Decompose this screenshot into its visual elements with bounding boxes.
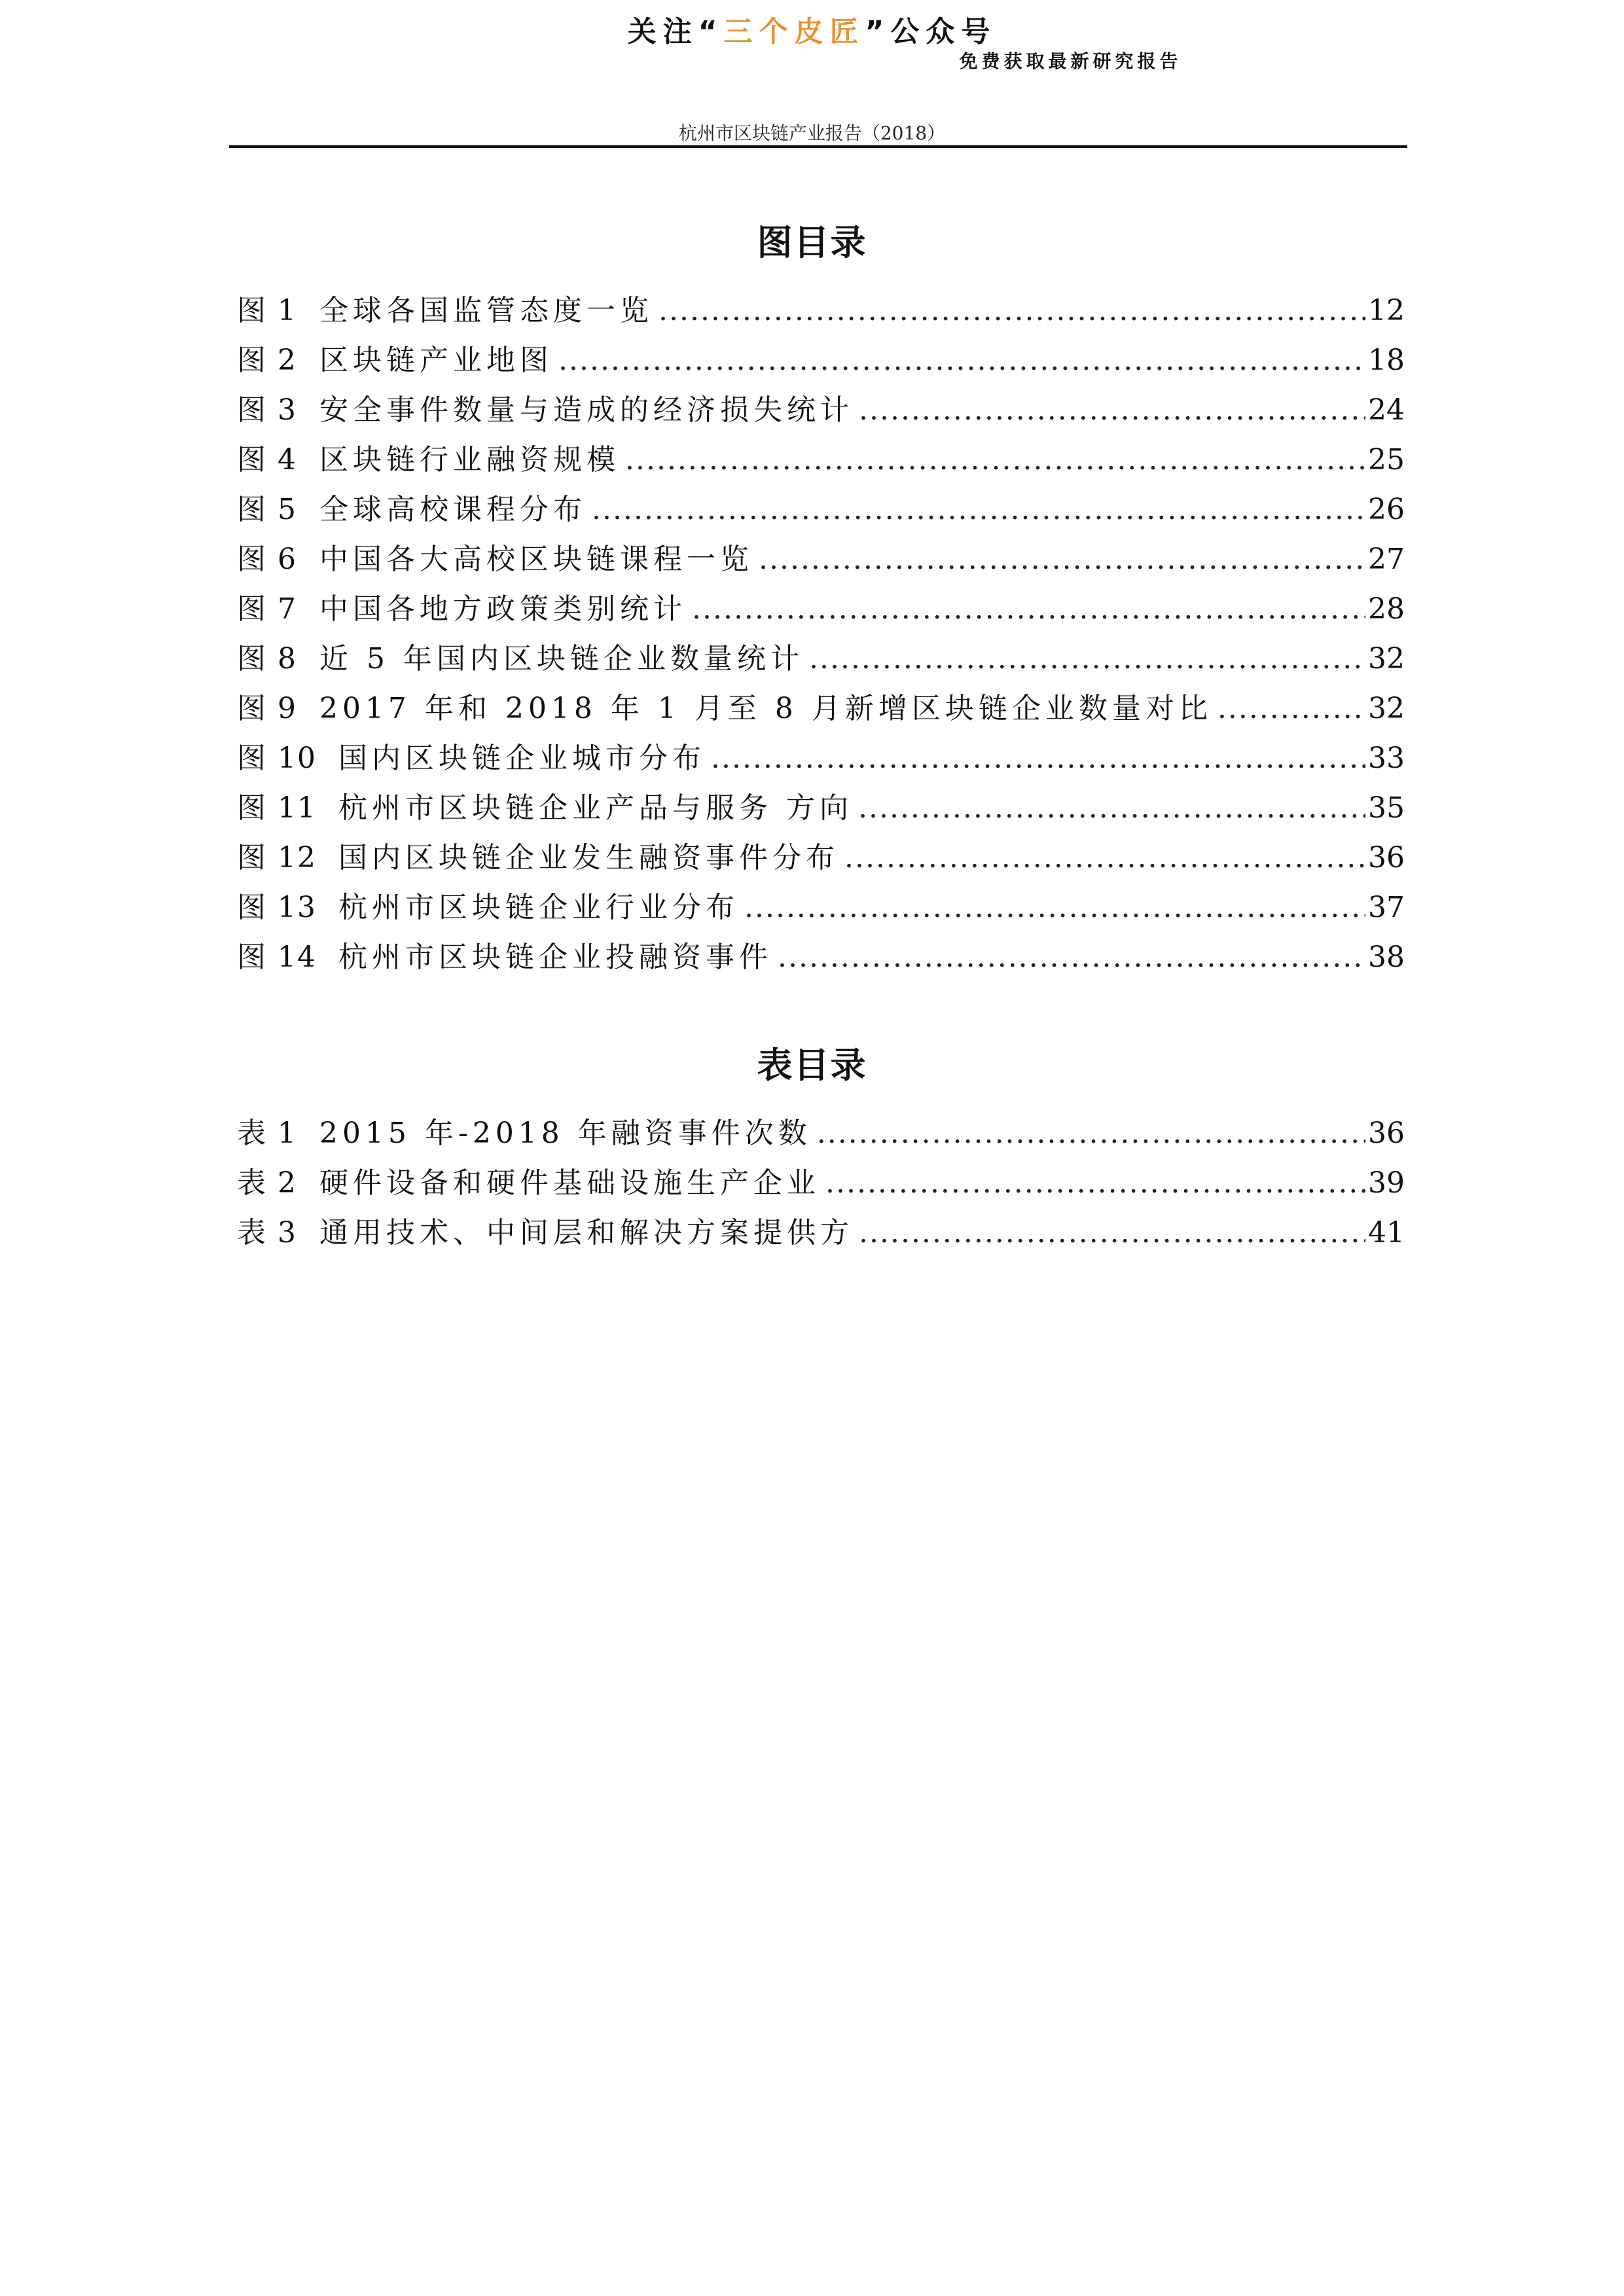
dot-leader bbox=[778, 933, 1365, 982]
figure-entry[interactable] bbox=[237, 833, 1405, 883]
figure-list bbox=[237, 286, 1405, 982]
entry-page: 37 bbox=[1368, 891, 1405, 924]
entry-page: 18 bbox=[1368, 344, 1405, 377]
entry-title: 2017 年和 2018 年 1 月至 8 月新增区块链企业数量对比 bbox=[319, 692, 1212, 725]
entry-title: 通用技术、中间层和解决方案提供方 bbox=[319, 1216, 854, 1249]
entry-page: 32 bbox=[1368, 692, 1405, 725]
entry-number: 表 1 bbox=[237, 1117, 297, 1150]
dot-leader bbox=[809, 634, 1365, 684]
entry-title: 国内区块链企业城市分布 bbox=[338, 742, 706, 775]
figure-list-heading: 图目录 bbox=[757, 222, 867, 263]
entry-page: 33 bbox=[1368, 742, 1405, 775]
figure-entry[interactable] bbox=[237, 734, 1405, 783]
figure-entry[interactable] bbox=[237, 883, 1405, 933]
dot-leader bbox=[858, 783, 1365, 833]
entry-number: 图 12 bbox=[237, 841, 317, 874]
entry-number: 图 3 bbox=[237, 393, 297, 427]
entry-page: 39 bbox=[1368, 1166, 1405, 1200]
dot-leader bbox=[744, 883, 1365, 933]
figure-entry[interactable] bbox=[237, 386, 1405, 435]
entry-number: 图 2 bbox=[237, 344, 297, 377]
entry-page: 24 bbox=[1368, 393, 1405, 427]
entry-page: 35 bbox=[1368, 791, 1405, 825]
entry-page: 36 bbox=[1368, 841, 1405, 874]
entry-number: 图 6 bbox=[237, 543, 297, 576]
table-list-heading: 表目录 bbox=[757, 1045, 867, 1086]
entry-title: 全球各国监管态度一览 bbox=[319, 294, 653, 327]
header-rule bbox=[229, 145, 1407, 148]
dot-leader bbox=[1218, 684, 1365, 734]
entry-number: 图 11 bbox=[237, 791, 317, 825]
dot-leader bbox=[711, 734, 1365, 783]
entry-title: 杭州市区块链企业产品与服务 方向 bbox=[338, 791, 853, 825]
dot-leader bbox=[625, 435, 1365, 485]
entry-number: 图 7 bbox=[237, 592, 297, 626]
running-header: 杭州市区块链产业报告（2018） bbox=[678, 122, 946, 144]
entry-title: 杭州市区块链企业投融资事件 bbox=[338, 941, 772, 974]
figure-entry[interactable] bbox=[237, 485, 1405, 535]
promo-account-name: 三个皮匠 bbox=[723, 15, 865, 48]
entry-number: 图 5 bbox=[237, 493, 297, 526]
table-entry[interactable] bbox=[237, 1109, 1405, 1158]
entry-number: 表 2 bbox=[237, 1166, 297, 1200]
promo-suffix: ”公众号 bbox=[865, 15, 997, 48]
dot-leader bbox=[659, 286, 1365, 336]
table-entry[interactable] bbox=[237, 1208, 1405, 1258]
figure-entry[interactable] bbox=[237, 684, 1405, 734]
entry-title: 区块链行业融资规模 bbox=[319, 443, 620, 476]
entry-page: 32 bbox=[1368, 642, 1405, 675]
entry-title: 安全事件数量与造成的经济损失统计 bbox=[319, 393, 854, 427]
figure-entry[interactable] bbox=[237, 336, 1405, 386]
entry-number: 图 4 bbox=[237, 443, 297, 476]
dot-leader bbox=[558, 336, 1365, 386]
dot-leader bbox=[817, 1109, 1365, 1158]
dot-leader bbox=[844, 833, 1365, 883]
table-entry[interactable] bbox=[237, 1158, 1405, 1208]
entry-title: 区块链产业地图 bbox=[319, 344, 553, 377]
dot-leader bbox=[692, 584, 1365, 634]
promo-banner-line1 bbox=[0, 8, 1624, 50]
dot-leader bbox=[859, 386, 1365, 435]
entry-number: 图 14 bbox=[237, 941, 317, 974]
figure-entry[interactable] bbox=[237, 783, 1405, 833]
figure-entry[interactable] bbox=[237, 286, 1405, 336]
entry-number: 图 10 bbox=[237, 742, 317, 775]
promo-banner-line2: 免费获取最新研究报告 bbox=[959, 50, 1182, 72]
entry-page: 36 bbox=[1368, 1117, 1405, 1150]
entry-number: 图 1 bbox=[237, 294, 297, 327]
dot-leader bbox=[592, 485, 1365, 535]
figure-entry[interactable] bbox=[237, 435, 1405, 485]
figure-entry[interactable] bbox=[237, 634, 1405, 684]
entry-page: 12 bbox=[1368, 294, 1405, 327]
figure-entry[interactable] bbox=[237, 584, 1405, 634]
entry-page: 26 bbox=[1368, 493, 1405, 526]
figure-entry[interactable] bbox=[237, 933, 1405, 982]
entry-title: 全球高校课程分布 bbox=[319, 493, 586, 526]
entry-number: 表 3 bbox=[237, 1216, 297, 1249]
table-list bbox=[237, 1109, 1405, 1258]
entry-title: 2015 年-2018 年融资事件次数 bbox=[319, 1117, 812, 1150]
dot-leader bbox=[859, 1208, 1365, 1258]
dot-leader bbox=[825, 1158, 1365, 1208]
entry-title: 中国各大高校区块链课程一览 bbox=[319, 543, 753, 576]
entry-page: 38 bbox=[1368, 941, 1405, 974]
entry-title: 硬件设备和硬件基础设施生产企业 bbox=[319, 1166, 820, 1200]
entry-title: 国内区块链企业发生融资事件分布 bbox=[338, 841, 839, 874]
dot-leader bbox=[759, 535, 1365, 584]
entry-page: 25 bbox=[1368, 443, 1405, 476]
entry-number: 图 8 bbox=[237, 642, 297, 675]
entry-number: 图 13 bbox=[237, 891, 317, 924]
entry-number: 图 9 bbox=[237, 692, 297, 725]
entry-page: 41 bbox=[1368, 1216, 1405, 1249]
entry-page: 27 bbox=[1368, 543, 1405, 576]
entry-title: 中国各地方政策类别统计 bbox=[319, 592, 687, 626]
entry-title: 近 5 年国内区块链企业数量统计 bbox=[319, 642, 804, 675]
promo-prefix: 关注“ bbox=[627, 15, 724, 48]
entry-title: 杭州市区块链企业行业分布 bbox=[338, 891, 739, 924]
figure-entry[interactable] bbox=[237, 535, 1405, 584]
entry-page: 28 bbox=[1368, 592, 1405, 626]
